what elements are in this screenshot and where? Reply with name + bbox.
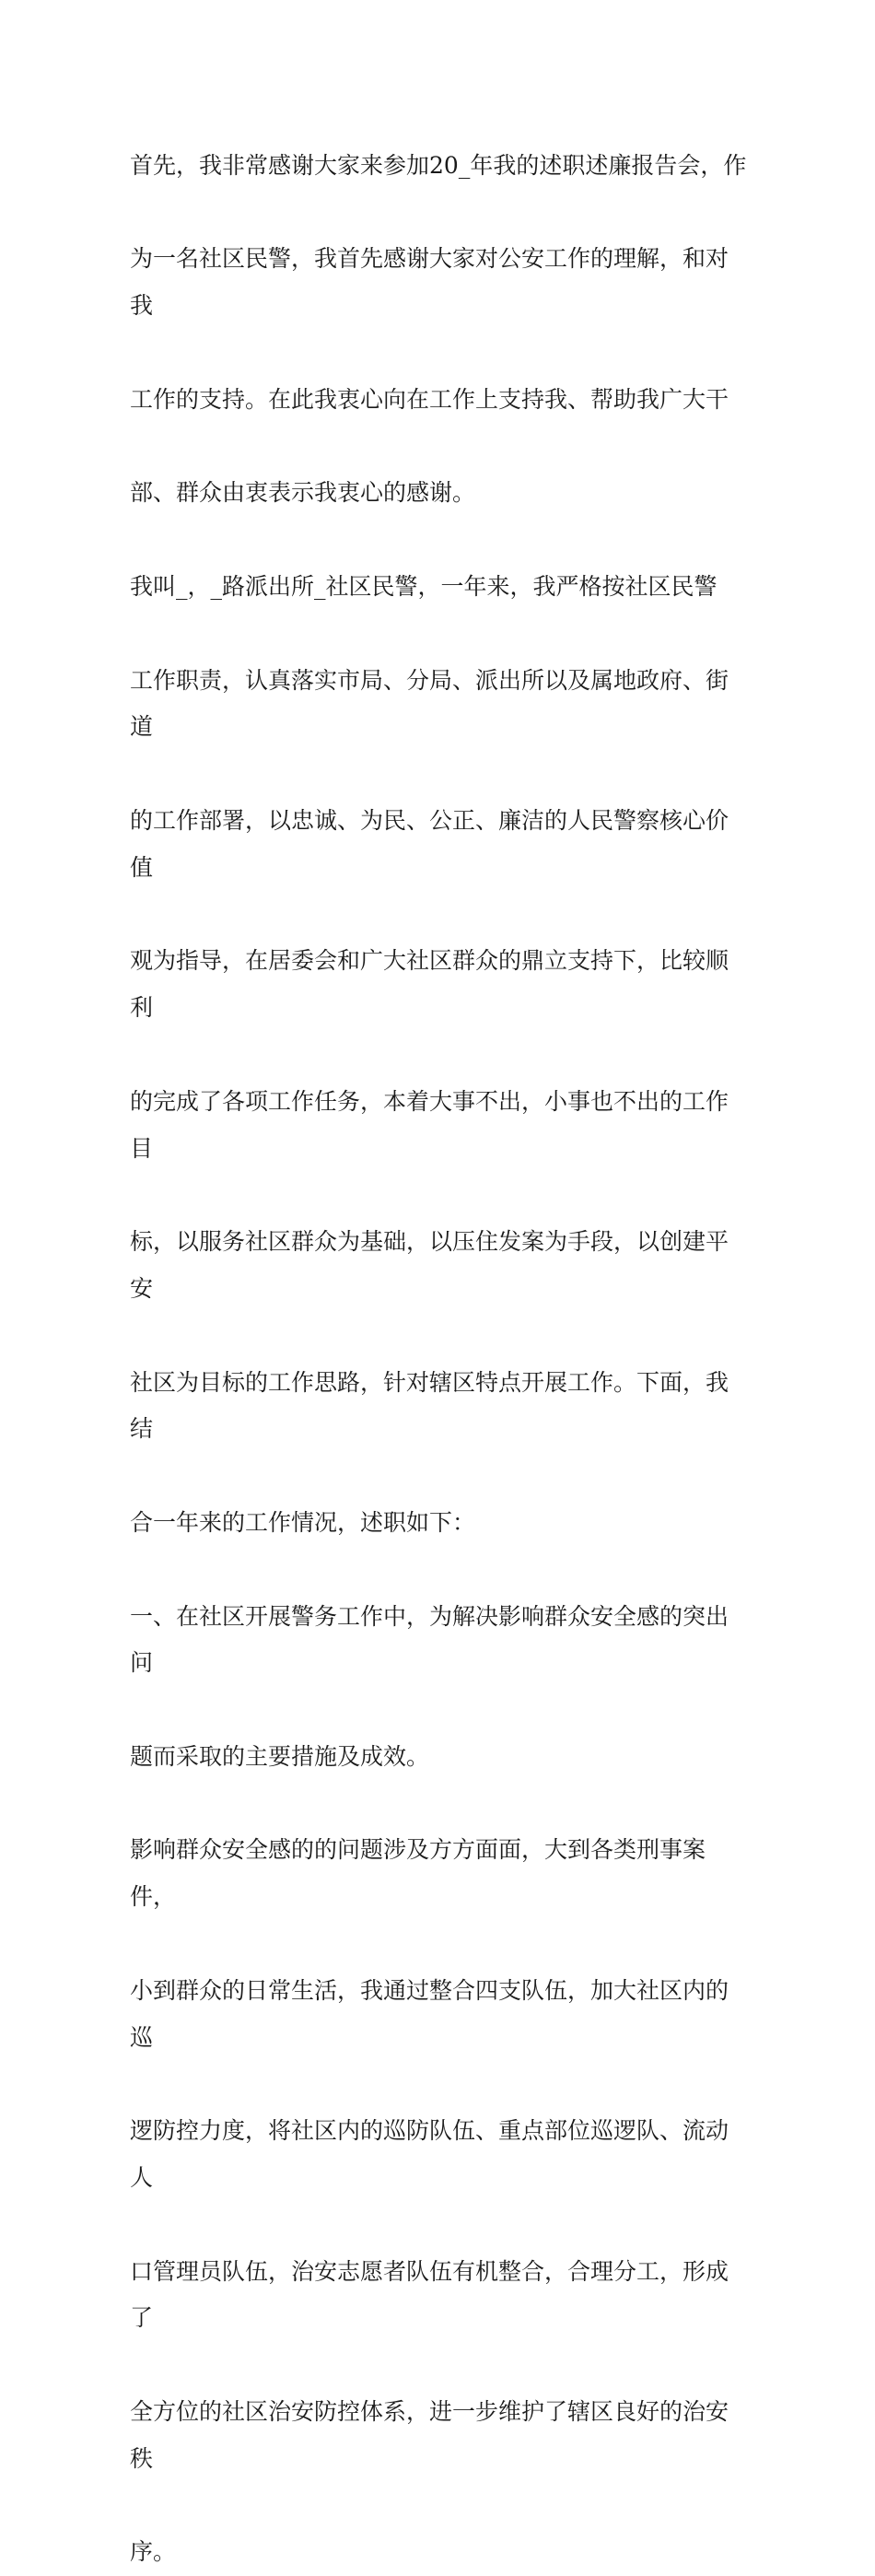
text-line: 全方位的社区治安防控体系，进一步维护了辖区良好的治安秩 bbox=[130, 2398, 729, 2472]
text-line: 工作的支持。在此我衷心向在工作上支持我、帮助我广大干 bbox=[130, 385, 729, 413]
text-line: 的工作部署，以忠诚、为民、公正、廉洁的人民警察核心价值 bbox=[130, 806, 729, 881]
text-line: 我叫_，_路派出所_社区民警，一年来，我严格按社区民警 bbox=[130, 572, 718, 600]
text-line: 为一名社区民警，我首先感谢大家对公安工作的理解，和对我 bbox=[130, 245, 729, 320]
text-line: 题而采取的主要措施及成效。 bbox=[130, 1742, 430, 1770]
text-line: 口管理员队伍，治安志愿者队伍有机整合，合理分工，形成了 bbox=[130, 2257, 729, 2332]
text-line: 工作职责，认真落实市局、分局、派出所以及属地政府、街道 bbox=[130, 666, 729, 741]
text-line: 观为指导，在居委会和广大社区群众的鼎立支持下，比较顺利 bbox=[130, 947, 729, 1022]
text-line: 小到群众的日常生活，我通过整合四支队伍，加大社区内的巡 bbox=[130, 1976, 729, 2051]
text-line: 一、在社区开展警务工作中，为解决影响群众安全感的突出问 bbox=[130, 1602, 729, 1677]
text-line: 社区为目标的工作思路，针对辖区特点开展工作。下面，我结 bbox=[130, 1368, 729, 1443]
text-line: 部、群众由衷表示我衷心的感谢。 bbox=[130, 479, 476, 507]
text-line: 首先，我非常感谢大家来参加20_年我的述职述廉报告会，作 bbox=[130, 151, 747, 179]
text-line: 影响群众安全感的的问题涉及方方面面，大到各类刑事案件， bbox=[130, 1836, 706, 1911]
text-line: 合一年来的工作情况，述职如下： bbox=[130, 1508, 476, 1536]
section-heading-one bbox=[130, 1547, 749, 1781]
paragraph-security-measures bbox=[130, 1781, 749, 2576]
text-line: 逻防控力度，将社区内的巡防队伍、重点部位巡逻队、流动人 bbox=[130, 2117, 729, 2192]
text-line: 序。 bbox=[130, 2538, 177, 2566]
text-line: 标，以服务社区群众为基础，以压住发案为手段，以创建平安 bbox=[130, 1228, 729, 1302]
paragraph-introduction bbox=[130, 517, 749, 1547]
paragraph-opening-thanks bbox=[130, 96, 749, 517]
text-line: 的完成了各项工作任务，本着大事不出，小事也不出的工作目 bbox=[130, 1087, 729, 1162]
document-body bbox=[130, 96, 749, 2576]
